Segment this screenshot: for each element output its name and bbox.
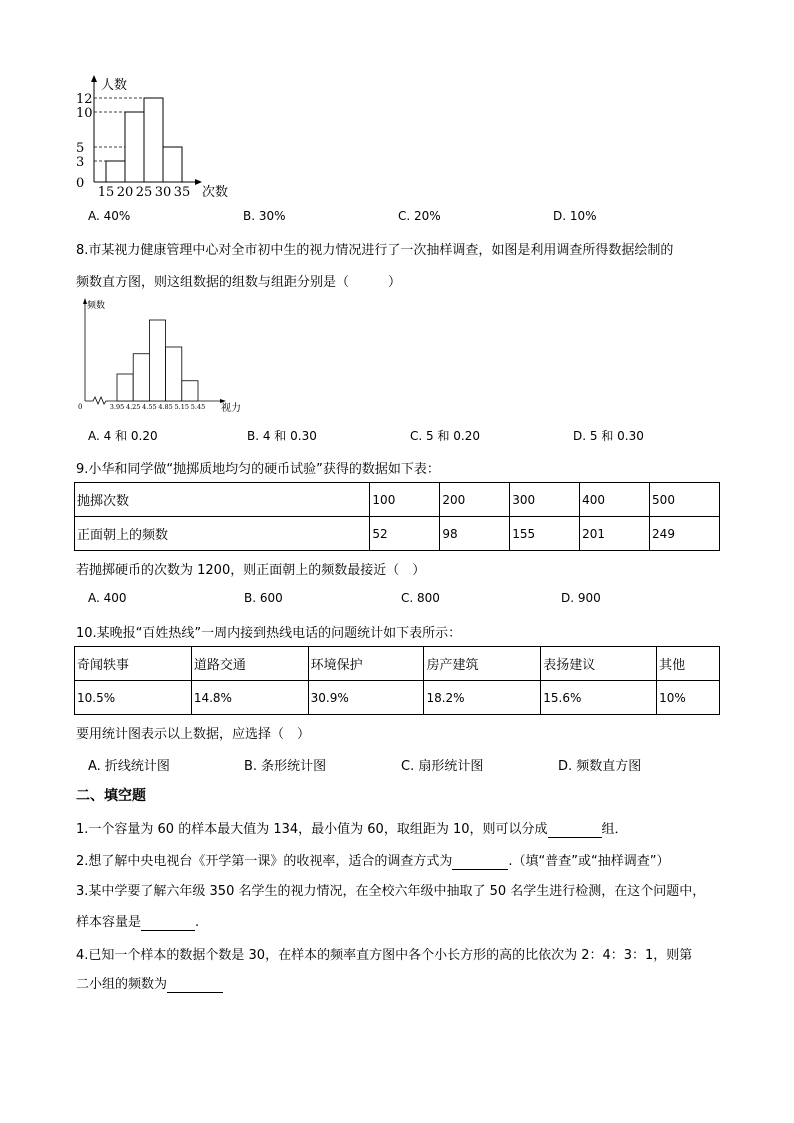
table-cell: 98 (440, 517, 510, 551)
table-cell: 环境保护 (308, 647, 424, 681)
histogram-bar (149, 320, 165, 401)
q9-question: 若抛掷硬币的次数为 1200，则正面朝上的频数最接近（ ） (76, 563, 426, 578)
histogram-bar (117, 374, 133, 401)
x-tick-label: 4.55 (142, 403, 157, 411)
x-tick-label: 4.25 (125, 403, 141, 411)
q7-option-a[interactable]: A. 40% (88, 209, 131, 223)
table-cell: 18.2% (424, 681, 541, 715)
fill-q4-line1: 4.已知一个样本的数据个数是 30，在样本的频率直方图中各个小长方形的高的比依次为 2：4：3：1，则第 (76, 948, 693, 963)
fill-q4-text: 二小组的频数为 (76, 977, 168, 992)
fill-q4-line2 (76, 973, 223, 993)
table-cell: 15.6% (541, 681, 657, 715)
q8-stem-line1: 8.市某视力健康管理中心对全市初中生的视力情况进行了一次抽样调查，如图是利用调查所得数据绘制的 (76, 243, 674, 258)
table-cell: 300 (510, 483, 580, 517)
histogram-bar (166, 347, 182, 401)
q9-option-b[interactable]: B. 600 (244, 591, 283, 605)
table-cell: 其他 (657, 647, 720, 681)
q8-option-c[interactable]: C. 5 和 0.20 (410, 429, 480, 443)
histogram-bar (182, 381, 198, 401)
table-row (75, 647, 720, 681)
q10-question: 要用统计图表示以上数据，应选择（ ） (76, 727, 311, 742)
histogram-chart-1 (74, 74, 244, 202)
table-cell: 10.5% (75, 681, 192, 715)
y-axis-label: 频数 (87, 301, 106, 311)
fill-q2-text: 2.想了解中央电视台《开学第一课》的收视率，适合的调查方式为 (76, 854, 453, 869)
fill-q2-tail: .（填“普查”或“抽样调查”） (508, 854, 670, 869)
q8-stem-line2: 频数直方图，则这组数据的组数与组距分别是（ ） (76, 275, 402, 290)
q7-option-d[interactable]: D. 10% (553, 209, 597, 223)
table-row (75, 483, 720, 517)
histogram-bar (106, 161, 125, 182)
y-tick-label: 12 (76, 92, 93, 107)
table-cell: 400 (580, 483, 650, 517)
q9-stem: 9.小华和同学做“抛掷质地均匀的硬币试验”获得的数据如下表： (76, 462, 440, 477)
table-cell: 249 (650, 517, 720, 551)
chart1-layer (76, 75, 228, 200)
answer-blank[interactable] (141, 915, 195, 931)
q8-option-a[interactable]: A. 4 和 0.20 (88, 429, 158, 443)
fill-q1 (76, 818, 628, 838)
q9-table (74, 482, 720, 551)
q9-option-d[interactable]: D. 900 (561, 591, 601, 605)
answer-blank[interactable] (167, 977, 223, 993)
table-cell: 抛掷次数 (75, 483, 370, 517)
table-cell: 正面朝上的频数 (75, 517, 370, 551)
table-cell: 房产建筑 (424, 647, 541, 681)
answer-blank[interactable] (452, 854, 508, 870)
table-cell: 52 (370, 517, 440, 551)
q10-table (74, 646, 720, 715)
q8-option-d[interactable]: D. 5 和 0.30 (573, 429, 644, 443)
x-tick-label: 35 (173, 185, 191, 200)
q7-option-b[interactable]: B. 30% (243, 209, 286, 223)
x-axis-label: 视力 (221, 403, 241, 414)
table-cell: 100 (370, 483, 440, 517)
table-cell: 道路交通 (191, 647, 308, 681)
x-tick-label: 25 (135, 185, 153, 200)
q7-option-c[interactable]: C. 20% (398, 209, 441, 223)
x-tick-label: 4.85 (158, 403, 173, 411)
table-cell: 奇闻轶事 (75, 647, 192, 681)
fill-q3-line1: 3.某中学要了解六年级 350 名学生的视力情况，在全校六年级中抽取了 50 名学生进行检测，在这个问题中， (76, 884, 706, 899)
table-cell: 201 (580, 517, 650, 551)
table-cell: 500 (650, 483, 720, 517)
table-cell: 表扬建议 (541, 647, 657, 681)
table-cell: 200 (440, 483, 510, 517)
histogram-bar (163, 147, 182, 182)
table-row (75, 517, 720, 551)
q10-option-c[interactable]: C. 扇形统计图 (401, 759, 484, 774)
fill-q3-text: 样本容量是 (76, 915, 142, 930)
x-tick-label: 5.45 (190, 403, 206, 411)
q10-option-b[interactable]: B. 条形统计图 (244, 759, 327, 774)
y-tick-label: 0 (76, 176, 85, 191)
x-tick-label: 15 (97, 185, 115, 200)
q8-option-b[interactable]: B. 4 和 0.30 (247, 429, 317, 443)
table-cell: 10% (657, 681, 720, 715)
y-tick-label: 5 (76, 141, 85, 156)
x-tick-label: 30 (154, 185, 172, 200)
x-axis-arrow (195, 179, 202, 185)
q10-option-d[interactable]: D. 频数直方图 (558, 759, 642, 774)
x-axis-label: 次数 (202, 185, 229, 200)
fill-q1-tail: 组． (601, 822, 628, 837)
histogram-chart-2 (74, 296, 246, 418)
y-tick-label: 10 (76, 106, 93, 121)
chart2-layer (78, 298, 241, 414)
q10-option-a[interactable]: A. 折线统计图 (88, 759, 170, 774)
fill-q3-tail: . (195, 915, 200, 930)
q9-option-c[interactable]: C. 800 (401, 591, 440, 605)
fill-q2 (76, 850, 669, 870)
histogram-bar (125, 112, 144, 182)
section-title: 二、填空题 (76, 788, 146, 804)
y-axis-label: 人数 (101, 78, 128, 93)
table-cell: 155 (510, 517, 580, 551)
table-cell: 30.9% (308, 681, 424, 715)
q10-stem: 10.某晚报“百姓热线”一周内接到热线电话的问题统计如下表所示： (76, 626, 462, 641)
histogram-bar (144, 98, 163, 182)
fill-q3-line2 (76, 911, 199, 931)
histogram-bar (133, 354, 149, 401)
x-tick-label: 20 (116, 185, 134, 200)
origin-label: 0 (78, 403, 83, 411)
x-tick-label: 3.95 (109, 403, 125, 411)
x-tick-label: 5.15 (174, 403, 190, 411)
table-row (75, 681, 720, 715)
answer-blank[interactable] (548, 822, 602, 838)
fill-q1-text: 1.一个容量为 60 的样本最大值为 134，最小值为 60，取组距为 10，则可以分成 (76, 822, 548, 837)
y-axis-arrow (91, 75, 97, 82)
q9-option-a[interactable]: A. 400 (88, 591, 127, 605)
y-tick-label: 3 (76, 155, 85, 170)
table-cell: 14.8% (191, 681, 308, 715)
